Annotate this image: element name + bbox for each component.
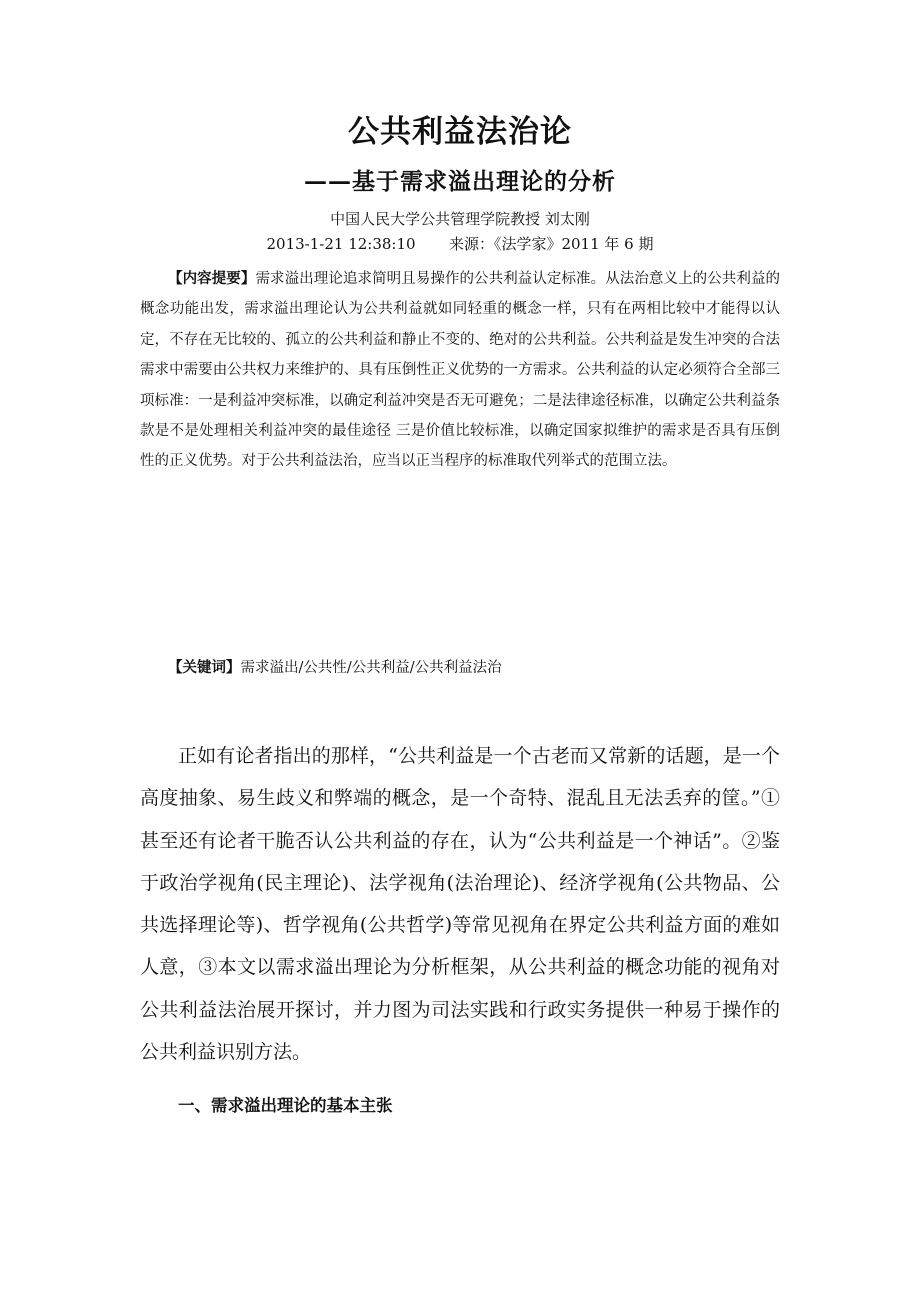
- abstract-text: 需求溢出理论追求简明且易操作的公共利益认定标准。从法治意义上的公共利益的概念功能出发，需求溢出理论认为公共利益就如同轻重的概念一样，只有在两相比较中才能得以认定，不存在无比较的、孤立的公共利益和静止不变的、绝对的公共利益。公共利益是发生冲突的合法需求中需要由公共权力来维护的、具有压倒性正义优势的一方需求。公共利益的认定必须符合全部三项标准：一是利益冲突标准，以确定利益冲突是否无可避免；二是法律途径标准，以确定公共利益条款是不是处理相关利益冲突的最佳途径 三是价值比较标准，以确定国家拟维护的需求是否具有压倒性的正义优势。对于公共利益法治，应当以正当程序的标准取代列举式的范围立法。: [140, 271, 781, 470]
- abstract: [140, 264, 780, 477]
- section-heading: 一、需求溢出理论的基本主张: [178, 1096, 393, 1115]
- keywords-label: 【关键词】: [168, 659, 241, 676]
- publish-date: 2013-1-21 12:38:10: [266, 235, 416, 253]
- article-subtitle: ——基于需求溢出理论的分析: [304, 168, 616, 195]
- article-title: 公共利益法治论: [348, 114, 572, 150]
- abstract-label: 【内容提要】: [168, 270, 256, 287]
- dateline: [0, 232, 920, 256]
- author-line: 中国人民大学公共管理学院教授 刘太刚: [330, 210, 590, 228]
- intro-paragraph: 正如有论者指出的那样，“公共利益是一个古老而又常新的话题，是一个高度抽象、易生歧义和弊端的概念，是一个奇特、混乱且无法丢弃的筐。”①甚至还有论者干脆否认公共利益的存在，认为“公共利益是一个神话”。②鉴于政治学视角(民主理论)、法学视角(法治理论)、经济学视角(公共物品、公共选择理论等)、哲学视角(公共哲学)等常见视角在界定公共利益方面的难如人意，③本文以需求溢出理论为分析框架，从公共利益的概念功能的视角对公共利益法治展开探讨，并力图为司法实践和行政实务提供一种易于操作的公共利益识别方法。: [140, 745, 780, 1064]
- keywords-text: 需求溢出/公共性/公共利益/公共利益法治: [240, 660, 502, 676]
- publication-source: 来源：《法学家》2011 年 6 期: [448, 235, 654, 253]
- keywords: [168, 656, 502, 680]
